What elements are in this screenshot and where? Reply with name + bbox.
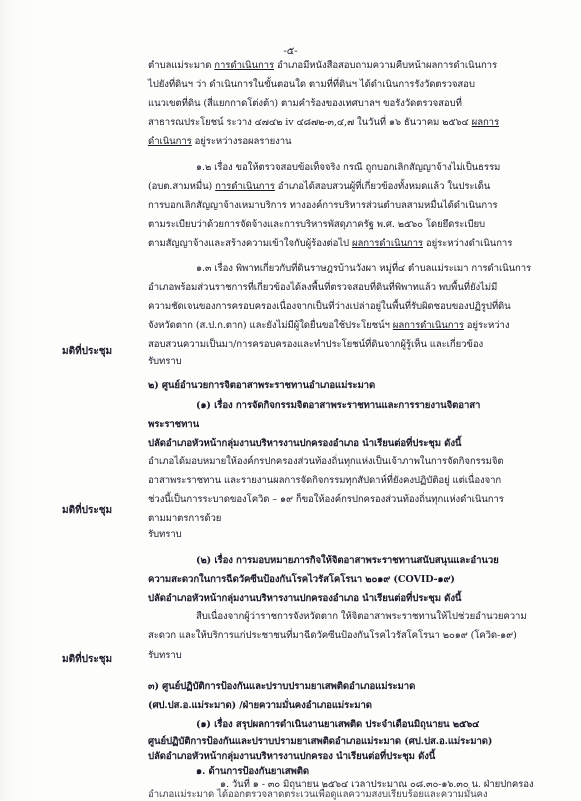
- acknowledged-text: รับทราบ: [148, 650, 182, 661]
- section-heading: (ศป.ปส.อ.แม่ระมาด) /ฝ่ายความมั่นคงอำเภอแม่ระมาด: [148, 700, 372, 711]
- section-heading: ๓) ศูนย์ปฏิบัติการป้องกันและปราบปรามยาเสพติดอำเภอแม่ระมาด: [148, 681, 416, 692]
- text-line: (อบต.สามหมื่น) การดำเนินการ อำเภอได้สอบสวนผู้ที่เกี่ยวข้องทั้งหมดแล้ว ในประเด็น: [148, 181, 491, 192]
- presenter-line: ปลัดอำเภอหัวหน้ากลุ่มงานบริหารงานปกครอง นำเรียนต่อที่ประชุม ดังนี้: [148, 751, 436, 762]
- text-line: สอบสวนความเป็นมา/การครอบครองและทำประโยชน์ที่ดินจากผู้รู้เห็น และเกี่ยวข้อง: [148, 339, 484, 350]
- page-number: -๕-: [283, 46, 298, 57]
- text-line: อำเภอพร้อมส่วนราชการที่เกี่ยวข้องได้ลงพื้นที่ตรวจสอบที่ดินที่พิพาทแล้ว พบพื้นที่ยังไม่มี: [148, 282, 498, 293]
- text-line: ตำบลแม่ระมาด การดำเนินการ อำเภอมีหนังสือสอบถามความคืบหน้าผลการดำเนินการ: [148, 60, 498, 71]
- presenter-line: ปลัดอำเภอหัวหน้ากลุ่มงานบริหารงานปกครองอำเภอ นำเรียนต่อที่ประชุม ดังนี้: [148, 593, 462, 604]
- text-line: ตามสัญญาจ้างและสร้างความเข้าใจกับผู้ร้องต่อไป ผลการดำเนินการ อยู่ระหว่างดำเนินการ: [148, 238, 513, 249]
- section-heading: ๒) ศูนย์อำนวยการจิตอาสาพระราชทานอำเภอแม่ระมาด: [148, 380, 376, 391]
- item-title: พระราชทาน: [148, 419, 200, 430]
- acknowledged-text: รับทราบ: [148, 356, 182, 367]
- resolution-label: มติที่ประชุม: [62, 346, 113, 357]
- text-line: สาธารณประโยชน์ ระวาง ๔๗๔๒ iv ๔๘๗๒-๓,๔,๗ ในวันที่ ๑๖ ธันวาคม ๒๕๖๔ ผลการ: [148, 117, 500, 128]
- resolution-label: มติที่ประชุม: [62, 505, 113, 516]
- text-line: ตามมาตรการด้วย: [148, 513, 222, 524]
- text-line: ความชัดเจนของการครอบครองเนื่องจากเป็นที่ว่างเปล่าอยู่ในพื้นที่รับผิดชอบของปฏิรูปที่ดิน: [148, 301, 511, 312]
- text-line: สะดวก และให้บริการแก่ประชาชนที่มาฉีดวัคซีนป้องกันโรคไวรัสโคโรนา ๒๐๑๙ (โควิด-๑๙): [148, 630, 517, 641]
- text-line: การบอกเลิกสัญญาจ้างเหมาบริการ ทางองค์การบริหารส่วนตำบลสามหมื่นได้ดำเนินการ: [148, 200, 498, 211]
- text-line: อำเภอแม่ระมาด ได้ออกตรวจลาดตระเวนเพื่อดูแลความสงบเรียบร้อยและความมั่นคง: [148, 789, 488, 800]
- org-line: ศูนย์ปฏิบัติการป้องกันและปราบปรามยาเสพติดอำเภอแม่ระมาด (ศป.ปส.อ.แม่ระมาด): [148, 736, 493, 747]
- text-line: ๑.๒ เรื่อง ขอให้ตรวจสอบข้อเท็จจริง กรณี ถูกบอกเลิกสัญญาจ้างไม่เป็นธรรม: [196, 162, 501, 173]
- text-line: สืบเนื่องจากผู้ว่าราชการจังหวัดตาก ให้จิตอาสาพระราชทานให้ไปช่วยอำนวยความ: [196, 611, 527, 622]
- acknowledged-text: รับทราบ: [148, 529, 182, 540]
- text-line: ช่วงนี้เป็นการระบาดของโควิด – ๑๙ ก็ขอให้องค์กรปกครองส่วนท้องถิ่นทุกแห่งดำเนินการ: [148, 494, 504, 505]
- text-line: แนวเขตที่ดิน (สี่แยกกาดโต่งต้า) ตามคำร้องของเทศบาลฯ ขอรังวัดตรวจสอบที่: [148, 98, 462, 109]
- item-title: (๒) เรื่อง การมอบหมายภารกิจให้จิตอาสาพระราชทานสนับสนุนและอำนวย: [196, 555, 499, 566]
- resolution-label: มติที่ประชุม: [62, 654, 113, 665]
- text-line: ๑. วันที่ ๑ - ๓๐ มิถุนายน ๒๕๖๔ เวลาประมาณ ๐๘.๓๐-๑๖.๓๐ น. ฝ่ายปกครอง: [220, 779, 534, 790]
- text-line: ๑.๓ เรื่อง พิพาทเกี่ยวกับที่ดินราษฎรบ้านวังผา หมู่ที่๔ ตำบลแม่ระเมา การดำเนินการ: [196, 263, 532, 274]
- subheading: ๑. ด้านการป้องกันยาเสพติด: [196, 766, 310, 777]
- item-title: (๑) เรื่อง การจัดกิจกรรมจิตอาสาพระราชทานและการรายงานจิตอาสา: [196, 400, 481, 411]
- text-line: ตามระเบียบว่าด้วยการจัดจ้างและการบริหารพัสดุภาครัฐ พ.ศ. ๒๕๖๐ โดยยึดระเบียบ: [148, 219, 486, 230]
- text-line: อาสาพระราชทาน และรายงานผลการจัดกิจกรรมทุกสัปดาห์ที่ยังคงปฏิบัติอยู่ แต่เนื่องจาก: [148, 475, 502, 486]
- text-line: จังหวัดตาก (ส.ป.ก.ตาก) และยังไม่มีผู้ใดยื่นขอใช้ประโยชน์ฯ ผลการดำเนินการ อยู่ระหว่าง: [148, 320, 510, 331]
- text-line: ดำเนินการ อยู่ระหว่างรอผลรายงาน: [148, 136, 292, 147]
- presenter-line: ปลัดอำเภอหัวหน้ากลุ่มงานบริหารงานปกครองอำเภอ นำเรียนต่อที่ประชุม ดังนี้: [148, 438, 462, 449]
- item-title: (๑) เรื่อง สรุปผลการดำเนินงานยาเสพติด ประจำเดือนมิถุนายน ๒๕๖๔: [196, 719, 480, 730]
- text-line: ไปยังที่ดินฯ ว่า ดำเนินการในขั้นตอนใด ตามที่ที่ดินฯ ได้ดำเนินการรังวัดตรวจสอบ: [148, 79, 475, 90]
- item-title: ความสะดวกในการฉีดวัคซีนป้องกันโรคไวรัสโคโรนา ๒๐๑๙ (COVID-๑๙): [148, 574, 455, 585]
- text-line: อำเภอได้มอบหมายให้องค์กรปกครองส่วนท้องถิ่นทุกแห่งเป็นเจ้าภาพในการจัดกิจกรรมจิต: [148, 456, 504, 467]
